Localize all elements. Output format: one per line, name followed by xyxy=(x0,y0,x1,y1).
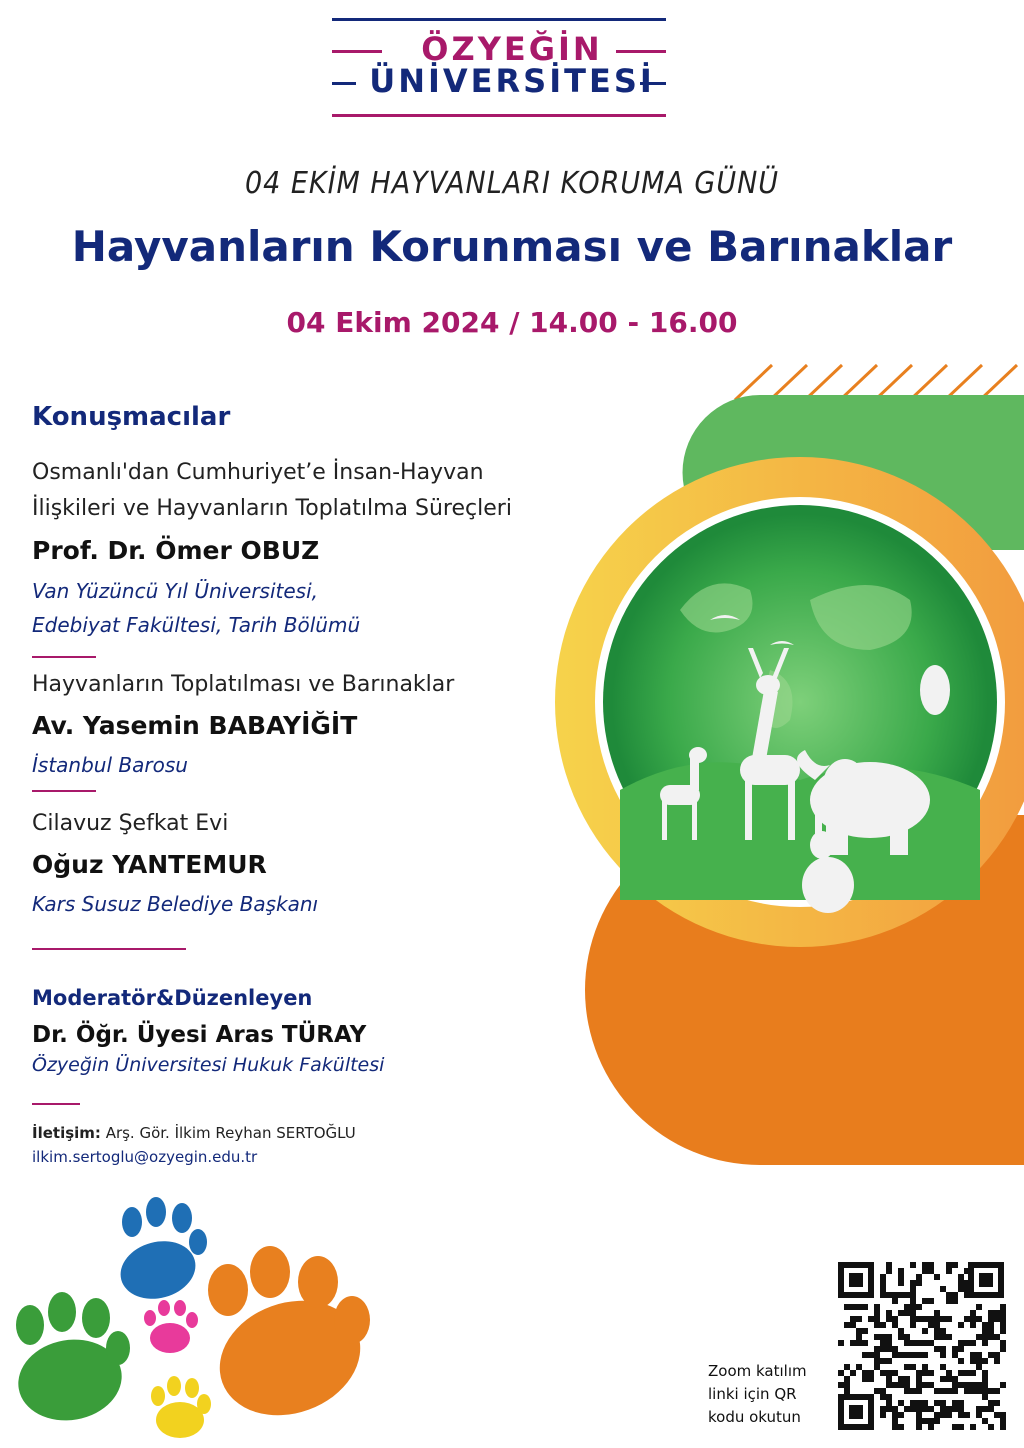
speaker1-affiliation-line2: Edebiyat Fakültesi, Tarih Bölümü xyxy=(32,613,361,637)
paw-pink-icon xyxy=(144,1300,198,1353)
logo-line2: ÜNİVERSİTESİ xyxy=(369,62,655,100)
paw-orange-icon xyxy=(204,1246,377,1434)
speaker2-affiliation: İstanbul Barosu xyxy=(32,753,188,777)
contact-label: İletişim: xyxy=(32,1124,101,1142)
moderator-heading: Moderatör&Düzenleyen xyxy=(32,986,313,1010)
contact-person: Arş. Gör. İlkim Reyhan SERTOĞLU xyxy=(105,1124,356,1142)
contact-email[interactable]: ilkim.sertoglu@ozyegin.edu.tr xyxy=(32,1148,258,1166)
speaker3-name: Oğuz YANTEMUR xyxy=(32,850,267,879)
speakers-heading: Konuşmacılar xyxy=(32,402,231,432)
separator xyxy=(32,948,186,950)
qr-code-icon[interactable] xyxy=(836,1260,1006,1432)
speaker3-affiliation: Kars Susuz Belediye Başkanı xyxy=(32,892,319,916)
speaker3-topic: Cilavuz Şefkat Evi xyxy=(32,811,229,836)
logo-line-bottom xyxy=(332,114,666,117)
logo-line1: ÖZYEĞİN xyxy=(421,30,603,68)
illustration xyxy=(510,360,1024,1170)
paw-yellow-icon xyxy=(151,1376,211,1438)
separator xyxy=(32,656,96,658)
logo-line-top xyxy=(332,18,666,21)
paw-green-icon xyxy=(12,1292,130,1428)
qr-caption xyxy=(708,1360,807,1429)
event-date: 04 Ekim 2024 / 14.00 - 16.00 xyxy=(286,306,738,339)
speaker1-affiliation-line1: Van Yüzüncü Yıl Üniversitesi, xyxy=(32,579,319,603)
event-title: Hayvanların Korunması ve Barınaklar xyxy=(71,222,953,271)
event-subtitle: 04 EKİM HAYVANLARI KORUMA GÜNÜ xyxy=(244,166,780,201)
moderator-affiliation: Özyeğin Üniversitesi Hukuk Fakültesi xyxy=(32,1054,385,1076)
speaker2-name: Av. Yasemin BABAYİĞİT xyxy=(32,711,358,740)
contact-line xyxy=(32,1124,356,1142)
moderator-name: Dr. Öğr. Üyesi Aras TÜRAY xyxy=(32,1022,367,1048)
separator xyxy=(32,790,96,792)
qr-caption-line3: kodu okutun xyxy=(708,1408,801,1426)
speaker1-topic-line2: İlişkileri ve Hayvanların Toplatılma Süreçleri xyxy=(32,496,512,521)
speaker1-topic-line1: Osmanlı'dan Cumhuriyet’e İnsan-Hayvan xyxy=(32,460,484,485)
speaker2-topic: Hayvanların Toplatılması ve Barınaklar xyxy=(32,672,455,697)
paw-blue-icon xyxy=(114,1197,207,1307)
speaker1-name: Prof. Dr. Ömer OBUZ xyxy=(32,536,320,565)
paw-prints xyxy=(0,1190,420,1448)
qr-caption-line2: linki için QR xyxy=(708,1385,797,1403)
separator xyxy=(32,1103,80,1105)
qr-caption-line1: Zoom katılım xyxy=(708,1362,807,1380)
